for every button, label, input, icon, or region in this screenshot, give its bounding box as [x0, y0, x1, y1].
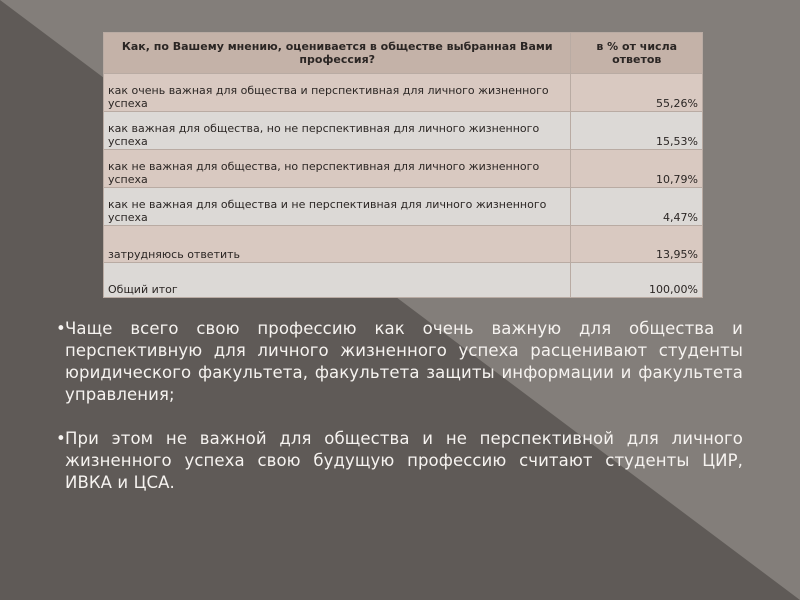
table-row-total: [104, 263, 703, 298]
bullet-item: [57, 428, 743, 494]
row-value: 13,95%: [571, 226, 703, 263]
row-value: 4,47%: [571, 188, 703, 226]
header-question: Как, по Вашему мнению, оценивается в обществе выбранная Вами профессия?: [104, 33, 571, 74]
row-label: как не важная для общества, но перспективная для личного жизненного успеха: [104, 150, 571, 188]
bullet-item: [57, 318, 743, 406]
table-row: [104, 112, 703, 150]
bullet-icon: •: [56, 319, 66, 338]
bullet-icon: •: [56, 429, 66, 448]
table-header-row: [104, 33, 703, 74]
row-value: 10,79%: [571, 150, 703, 188]
bullet-text: При этом не важной для общества и не перспективной для личного жизненного успеха свою будущую профессию считают студенты ЦИР, ИВКА и ЦСА.: [65, 429, 743, 492]
row-value: 55,26%: [571, 74, 703, 112]
row-label: Общий итог: [104, 263, 571, 298]
header-percent: в % от числа ответов: [571, 33, 703, 74]
row-label: как важная для общества, но не перспективная для личного жизненного успеха: [104, 112, 571, 150]
bullet-text: Чаще всего свою профессию как очень важную для общества и перспективную для личного жизненного успеха расценивают студенты юридического факультета, факультета защиты информации и факультета управления;: [65, 319, 743, 404]
row-label: как очень важная для общества и перспективная для личного жизненного успеха: [104, 74, 571, 112]
row-value: 15,53%: [571, 112, 703, 150]
row-value: 100,00%: [571, 263, 703, 298]
table-row: [104, 226, 703, 263]
row-label: как не важная для общества и не перспективная для личного жизненного успеха: [104, 188, 571, 226]
table-row: [104, 74, 703, 112]
table-row: [104, 150, 703, 188]
row-label: затрудняюсь ответить: [104, 226, 571, 263]
survey-table: [103, 32, 703, 298]
bullet-list: [57, 318, 743, 494]
table-row: [104, 188, 703, 226]
